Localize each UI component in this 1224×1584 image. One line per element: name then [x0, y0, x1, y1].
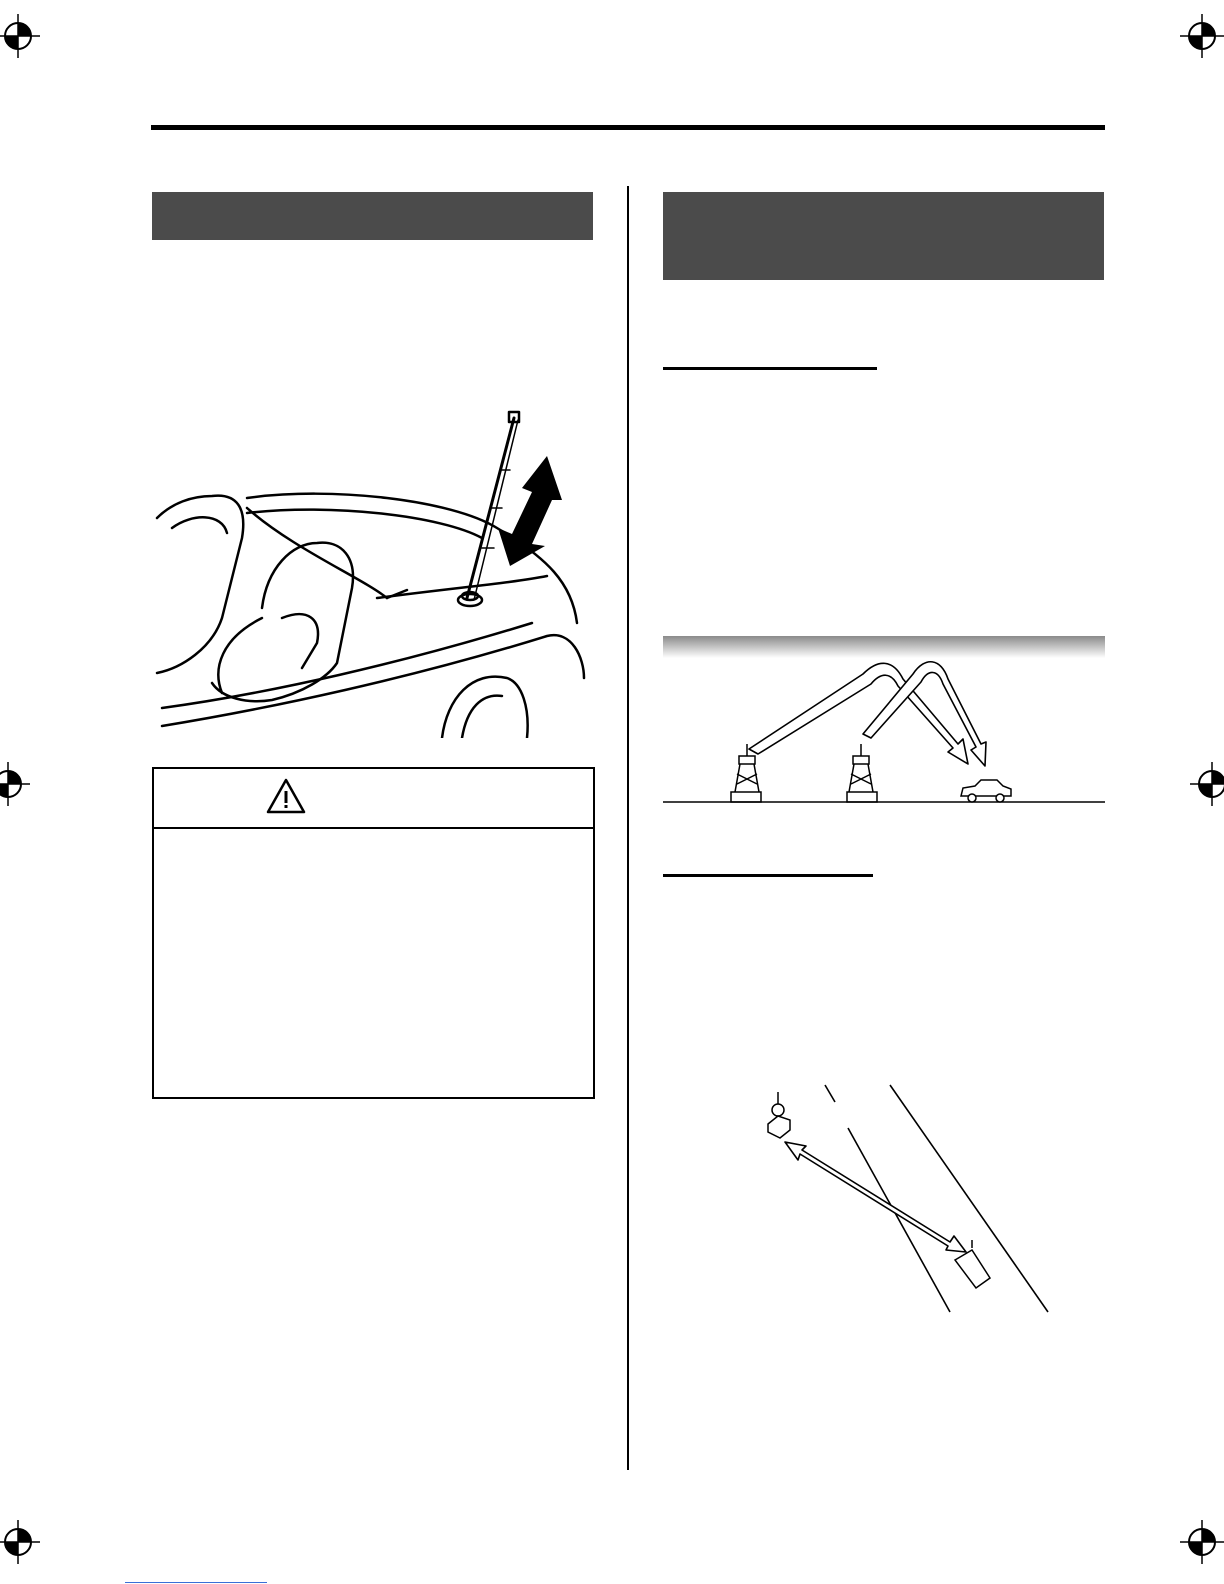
- subheading-rule-1: [663, 367, 877, 370]
- road-edge-1: [825, 1085, 835, 1102]
- crop-mark-bottom-left: [0, 1520, 40, 1564]
- crop-mark-top-left: [0, 14, 40, 58]
- crop-mark-mid-right: [1190, 762, 1224, 806]
- road-edge-2: [848, 1128, 950, 1312]
- antenna-illustration: [152, 408, 592, 738]
- warning-header: [154, 769, 593, 829]
- fm-reflection-illustration: [663, 634, 1105, 806]
- direct-signal-illustration: [740, 1080, 1060, 1316]
- car-icon: [961, 780, 1011, 802]
- left-section-heading-bar: [152, 192, 593, 240]
- warning-box: [152, 767, 595, 1099]
- tower-icon-2: [847, 744, 877, 802]
- warning-triangle-icon: [266, 778, 306, 814]
- header-rule: [151, 125, 1105, 130]
- ionosphere-band: [663, 636, 1105, 658]
- crop-mark-mid-left: [0, 762, 30, 806]
- column-divider: [627, 186, 629, 1470]
- right-section-heading-bar: [663, 192, 1104, 280]
- crop-mark-top-right: [1180, 14, 1224, 58]
- tower-icon-3: [768, 1092, 790, 1138]
- subheading-rule-2: [663, 874, 873, 877]
- crop-mark-bottom-right: [1180, 1520, 1224, 1564]
- signal-arrow: [785, 1142, 966, 1252]
- footer-link-line: [125, 1582, 267, 1583]
